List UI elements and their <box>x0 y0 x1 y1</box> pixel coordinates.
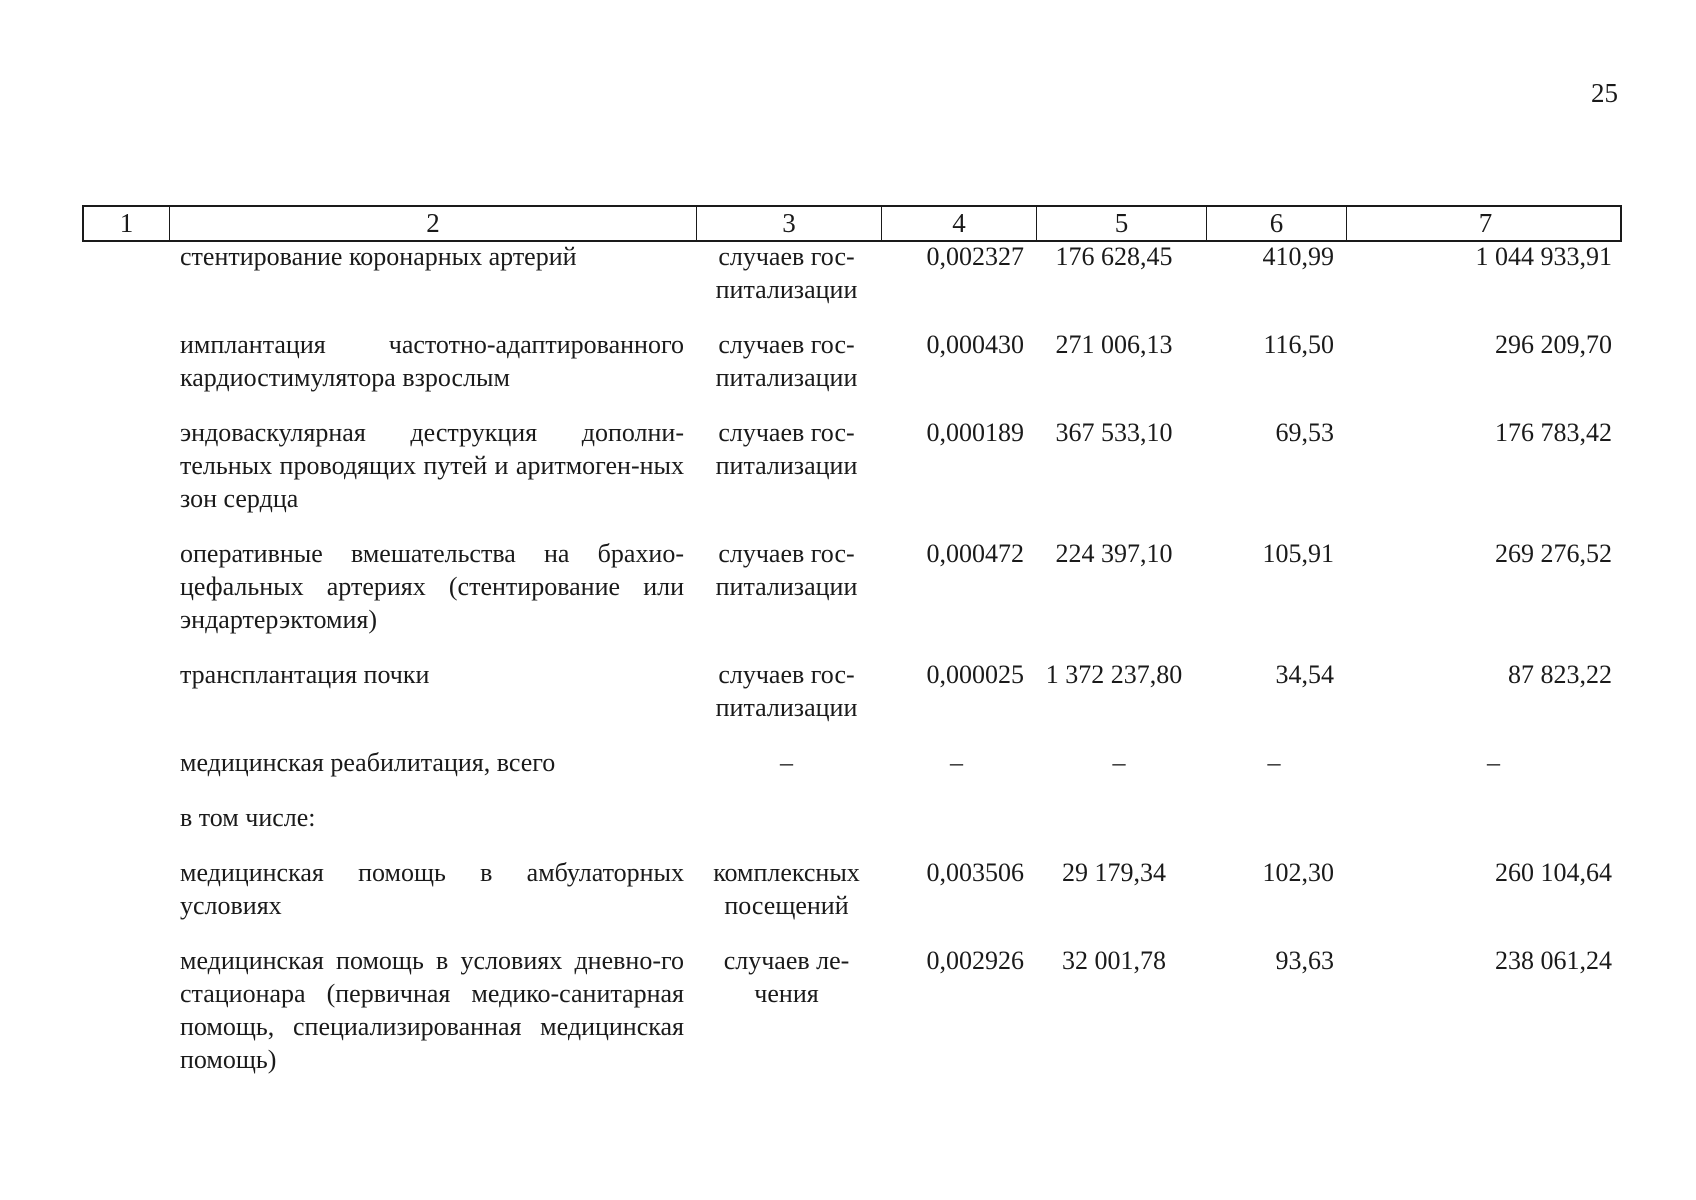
header-col-7: 7 <box>1346 207 1624 240</box>
row-description: в том числе: <box>180 803 316 832</box>
row-description: медицинская помощь в условиях дневно-го стационара (первичная медико-санитарная помощь, специализированная медицинская помощь) <box>180 946 684 1074</box>
row-col-4: 0,002926 <box>926 946 1024 975</box>
row-col-4: 0,000189 <box>926 418 1024 447</box>
table-row <box>82 240 1622 306</box>
header-col-3: 3 <box>696 207 881 240</box>
table-row <box>82 856 1622 922</box>
row-unit: случаев гос-питализации <box>715 242 858 304</box>
row-col-5: 224 397,10 <box>1055 539 1173 568</box>
row-unit: комплексных посещений <box>713 858 860 920</box>
row-col-5: 367 533,10 <box>1055 418 1173 447</box>
table-row <box>82 537 1622 636</box>
row-unit: – <box>780 748 793 777</box>
table-row <box>82 328 1622 394</box>
row-unit: случаев гос-питализации <box>715 330 858 392</box>
row-col-6: 102,30 <box>1262 858 1334 887</box>
row-description: трансплантация почки <box>180 660 430 689</box>
row-col-7: – <box>1487 748 1500 777</box>
row-col-5: 1 372 237,80 <box>1045 660 1183 689</box>
row-col-4: 0,000472 <box>926 539 1024 568</box>
table-row <box>82 416 1622 515</box>
row-col-6: 116,50 <box>1263 330 1334 359</box>
row-description: стентирование коронарных артерий <box>180 242 577 271</box>
row-col-4: 0,003506 <box>926 858 1024 887</box>
header-col-1: 1 <box>119 208 134 238</box>
row-col-7: 176 783,42 <box>1495 418 1612 447</box>
row-unit: случаев ле-чения <box>723 946 850 1008</box>
row-col-7: 296 209,70 <box>1495 330 1612 359</box>
row-col-4: 0,000025 <box>926 660 1024 689</box>
header-col-4: 4 <box>881 207 1036 240</box>
data-table <box>82 205 1622 1074</box>
row-col-6: 410,99 <box>1262 242 1334 271</box>
table-body <box>82 240 1622 1076</box>
page-number: 25 <box>1591 78 1618 108</box>
row-col-5: 176 628,45 <box>1055 242 1173 271</box>
row-col-5: – <box>1112 748 1126 777</box>
row-col-4: – <box>950 748 963 777</box>
row-col-6: 105,91 <box>1262 539 1334 568</box>
row-col-7: 87 823,22 <box>1508 660 1612 689</box>
table-row <box>82 944 1622 1076</box>
row-description: оперативные вмешательства на брахио-цефальных артериях (стентирование или эндартерэктомия) <box>180 539 684 634</box>
row-col-5: 29 179,34 <box>1062 858 1166 887</box>
row-col-7: 260 104,64 <box>1495 858 1612 887</box>
row-col-6: 93,63 <box>1275 946 1334 975</box>
header-col-2: 2 <box>169 207 696 240</box>
table-header-row <box>82 205 1622 242</box>
row-description: эндоваскулярная деструкция дополни-тельных проводящих путей и аритмоген-ных зон сердца <box>180 418 684 513</box>
row-col-6: 69,53 <box>1275 418 1334 447</box>
row-col-7: 1 044 933,91 <box>1475 242 1612 271</box>
row-unit: случаев гос-питализации <box>715 418 858 480</box>
row-col-7: 238 061,24 <box>1495 946 1612 975</box>
row-unit: случаев гос-питализации <box>715 539 858 601</box>
row-description: медицинская помощь в амбулаторных условиях <box>180 858 684 920</box>
header-col-5: 5 <box>1036 207 1206 240</box>
header-col-6: 6 <box>1206 207 1346 240</box>
table-row <box>82 801 1622 834</box>
row-description: имплантация частотно-адаптированного кардиостимулятора взрослым <box>180 330 684 392</box>
table-row <box>82 658 1622 724</box>
row-col-5: 32 001,78 <box>1062 946 1166 975</box>
row-description: медицинская реабилитация, всего <box>180 748 556 777</box>
row-col-6: – <box>1267 748 1281 777</box>
table-row <box>82 746 1622 779</box>
row-col-7: 269 276,52 <box>1495 539 1612 568</box>
row-col-5: 271 006,13 <box>1055 330 1173 359</box>
row-col-6: 34,54 <box>1275 660 1334 689</box>
row-col-4: 0,000430 <box>926 330 1024 359</box>
row-unit: случаев гос-питализации <box>715 660 858 722</box>
row-col-4: 0,002327 <box>926 242 1024 271</box>
